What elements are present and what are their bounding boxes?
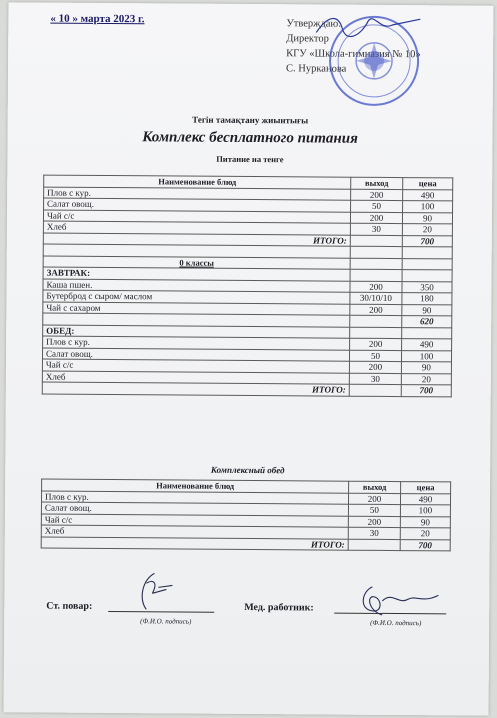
dish-name: Плов с кур.: [41, 491, 348, 505]
approval-line: С. Нурканова: [285, 63, 347, 75]
total-row: [41, 537, 450, 551]
total-value: 700: [401, 385, 451, 397]
breakfast-total: 620: [402, 316, 452, 328]
dish-price: 90: [402, 304, 452, 316]
medic-signature-hint: (Ф.И.О. подпись): [370, 618, 422, 628]
empty-cell: [348, 539, 400, 551]
empty-cell: [350, 258, 402, 270]
dish-name: Каша пшен.: [43, 279, 350, 293]
empty-cell: [350, 235, 402, 247]
empty-cell: [350, 315, 402, 327]
menu-table: [42, 175, 454, 397]
dish-price: 90: [400, 516, 450, 528]
dish-output: 30: [349, 373, 401, 385]
dish-price: 20: [400, 528, 450, 540]
dish-price: 20: [402, 224, 452, 236]
dish-output: 30: [348, 527, 400, 539]
dish-output: 200: [351, 189, 403, 201]
dish-output: 200: [350, 212, 402, 224]
dish-price: 490: [402, 339, 452, 351]
dish-output: 50: [348, 504, 400, 516]
approval-line: Утверждаю:: [286, 18, 342, 30]
breakfast-label: ЗАВТРАК:: [43, 267, 350, 281]
dish-price: 180: [402, 293, 452, 305]
medic-label: Мед. работник:: [244, 601, 314, 614]
total-row: [42, 382, 451, 396]
dish-price: 350: [402, 281, 452, 293]
dish-output: 200: [348, 516, 400, 528]
document-page: [4, 2, 494, 715]
dish-name: Чай с/с: [43, 210, 350, 224]
dish-price: 490: [400, 493, 450, 505]
page-subtitle: Питание на тенге: [216, 153, 284, 165]
dish-output: 30: [350, 223, 402, 235]
total-label: ИТОГО:: [42, 382, 349, 396]
empty-cell: [402, 327, 452, 339]
col-header-output: выход: [349, 481, 401, 493]
col-header-output: выход: [351, 177, 403, 189]
dish-name: Салат овощ.: [41, 502, 348, 516]
chef-signature-hint: (Ф.И.О. подпись): [140, 617, 192, 626]
dish-name: Плов с кур.: [44, 187, 351, 201]
col-header-price: цена: [401, 482, 451, 494]
dish-price: 490: [403, 189, 453, 201]
director-signature: [308, 10, 428, 41]
col-header-name: Наименование блюд: [42, 479, 349, 493]
title-kazakh: Тегін тамақтану жиынтығы: [192, 114, 309, 126]
dish-name: Хлеб: [42, 371, 349, 385]
dish-name: Салат овощ.: [44, 198, 351, 212]
dish-output: 30/10/10: [350, 292, 402, 304]
dish-name: Салат овощ.: [42, 348, 349, 362]
col-header-price: цена: [403, 178, 453, 190]
empty-cell: [350, 327, 402, 339]
class-label: 0 классы: [43, 256, 350, 270]
dish-output: 50: [349, 350, 401, 362]
dish-output: 200: [349, 361, 401, 373]
dish-name: Чай с сахаром: [43, 302, 350, 316]
lunch-label: ОБЕД:: [43, 325, 350, 339]
medic-signature: [352, 581, 442, 622]
empty-cell: [402, 270, 452, 282]
total-value: 700: [400, 539, 450, 551]
dish-output: 200: [350, 304, 402, 316]
dish-name: Хлеб: [43, 221, 350, 235]
total-value: 700: [402, 235, 452, 247]
dish-output: 200: [348, 493, 400, 505]
col-header-name: Наименование блюд: [44, 175, 351, 189]
dish-output: 200: [350, 281, 402, 293]
total-label: ИТОГО:: [43, 233, 350, 247]
page-title: Комплекс бесплатного питания: [142, 129, 358, 147]
lunch-table: [41, 479, 451, 552]
chef-signature: [124, 569, 174, 613]
approval-line: КГУ «Школа-гимназия № 10»: [286, 48, 421, 61]
dish-price: 100: [400, 505, 450, 517]
dish-price: 20: [401, 373, 451, 385]
dish-price: 90: [401, 362, 451, 374]
empty-cell: [402, 258, 452, 270]
dish-price: 100: [401, 350, 451, 362]
dish-name: Чай с/с: [41, 514, 348, 528]
dish-name: Плов с кур.: [43, 336, 350, 350]
table2-caption: Комплексный обед: [210, 464, 285, 476]
empty-cell: [349, 384, 401, 396]
empty-cell: [350, 269, 402, 281]
chef-label: Ст. повар:: [46, 600, 93, 612]
dish-name: Хлеб: [41, 525, 348, 539]
dish-price: 100: [403, 201, 453, 213]
dish-output: 50: [351, 200, 403, 212]
document-date: « 10 » марта 2023 г.: [50, 12, 145, 26]
empty-cell: [402, 247, 452, 259]
empty-cell: [350, 246, 402, 258]
total-label: ИТОГО:: [41, 537, 348, 551]
approval-line: Директор: [286, 33, 329, 45]
dish-name: Чай с/с: [42, 359, 349, 373]
dish-price: 90: [402, 212, 452, 224]
dish-name: Бутерброд с сыром/ маслом: [43, 290, 350, 304]
dish-output: 200: [350, 338, 402, 350]
